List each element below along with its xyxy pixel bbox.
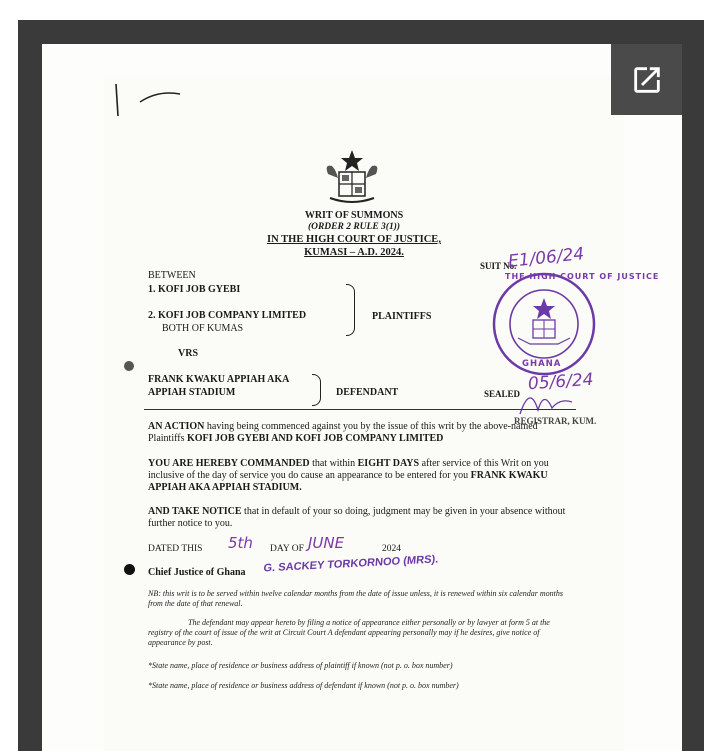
notice-text: that in default of your so doing, judgment may be given in your absence without further notice to you.	[148, 506, 566, 529]
open-in-new-button[interactable]	[611, 44, 682, 115]
court-name: IN THE HIGH COURT OF JUSTICE,	[267, 234, 441, 245]
writ-document-page	[104, 76, 660, 751]
suit-number: E1/06/24	[507, 244, 586, 272]
punch-hole	[124, 361, 134, 371]
plaintiff-1: 1. KOFI JOB GYEBI	[148, 284, 241, 295]
seal-country: GHANA	[522, 359, 562, 369]
command-paragraph	[148, 458, 576, 494]
registrar-label: REGISTRAR, KUM.	[514, 416, 597, 426]
command-text-1: that within	[309, 458, 358, 469]
defendant-line-2: APPIAH STADIUM	[148, 387, 236, 398]
punch-hole	[124, 564, 135, 575]
chief-justice-stamp: G. SACKEY TORKORNOO (MRS).	[262, 553, 439, 575]
defendant-line-1: FRANK KWAKU APPIAH AKA	[148, 374, 290, 385]
defendant-state-note: *State name, place of residence or business address of defendant if known (not p. o. box number)	[148, 681, 459, 690]
day-of-label: DAY OF	[270, 544, 304, 554]
sealed-date: 05/6/24	[527, 369, 595, 395]
signatory-label: Chief Justice of Ghana	[148, 567, 246, 578]
seal-ring-text: THE HIGH COURT OF JUSTICE	[505, 272, 660, 281]
action-paragraph	[148, 421, 576, 445]
action-lead: AN ACTION	[148, 421, 205, 432]
dated-day: 5th	[228, 534, 253, 552]
command-days: EIGHT DAYS	[357, 458, 420, 469]
court-place: KUMASI – A.D. 2024.	[304, 247, 404, 258]
command-defendant: FRANK KWAKU APPIAH AKA APPIAH STADIUM.	[148, 470, 548, 493]
plaintiffs-label: PLAINTIFFS	[372, 311, 432, 322]
dated-year: 2024	[382, 544, 401, 554]
nb-note: NB: this writ is to be served within twelve calendar months from the date of issue unless, it is renewed within six calendar months from the date of that renewal.	[148, 589, 563, 608]
versus-label: VRS	[178, 348, 199, 359]
dated-label: DATED THIS	[148, 544, 203, 554]
sealed-label: SEALED	[484, 389, 521, 399]
defendant-label: DEFENDANT	[336, 387, 399, 398]
plaintiff-state-note: *State name, place of residence or business address of plaintiff if known (not p. o. box number)	[148, 661, 453, 670]
defendant-note: The defendant may appear hereto by filing a notice of appearance either personally or by lawyer at form 5 at the registry of the court of issue of the writ at Circuit Court A defendant appearing personally may if he desires, give notice of appearance by post.	[148, 618, 550, 647]
command-lead: YOU ARE HEREBY COMMANDED	[148, 458, 310, 469]
order-rule: (ORDER 2 RULE 3(1))	[307, 222, 401, 232]
writ-title: WRIT OF SUMMONS	[304, 210, 404, 221]
plaintiff-2: 2. KOFI JOB COMPANY LIMITED	[148, 310, 307, 321]
divider	[144, 409, 576, 410]
coat-of-arms-icon	[322, 148, 382, 206]
registrar-signature	[516, 380, 576, 420]
between-label: BETWEEN	[148, 270, 196, 281]
dated-month: JUNE	[308, 534, 345, 552]
action-plaintiffs: KOFI JOB GYEBI AND KOFI JOB COMPANY LIMITED	[186, 433, 444, 444]
command-text-2: after service of this Writ on you inclusive of the day of service you do cause an appearance to be entered for you	[148, 458, 549, 481]
open-in-new-icon	[630, 63, 664, 97]
suit-label: SUIT No.	[480, 261, 517, 271]
plaintiffs-brace	[346, 284, 355, 336]
plaintiff-2-residence: BOTH OF KUMAS	[162, 323, 244, 334]
notice-paragraph	[148, 506, 576, 530]
action-text: having being commenced against you by the issue of this writ by the above-named Plaintiffs	[148, 421, 538, 444]
defendant-brace	[312, 374, 321, 406]
notice-lead: AND TAKE NOTICE	[148, 506, 242, 517]
pen-marks	[110, 80, 190, 120]
